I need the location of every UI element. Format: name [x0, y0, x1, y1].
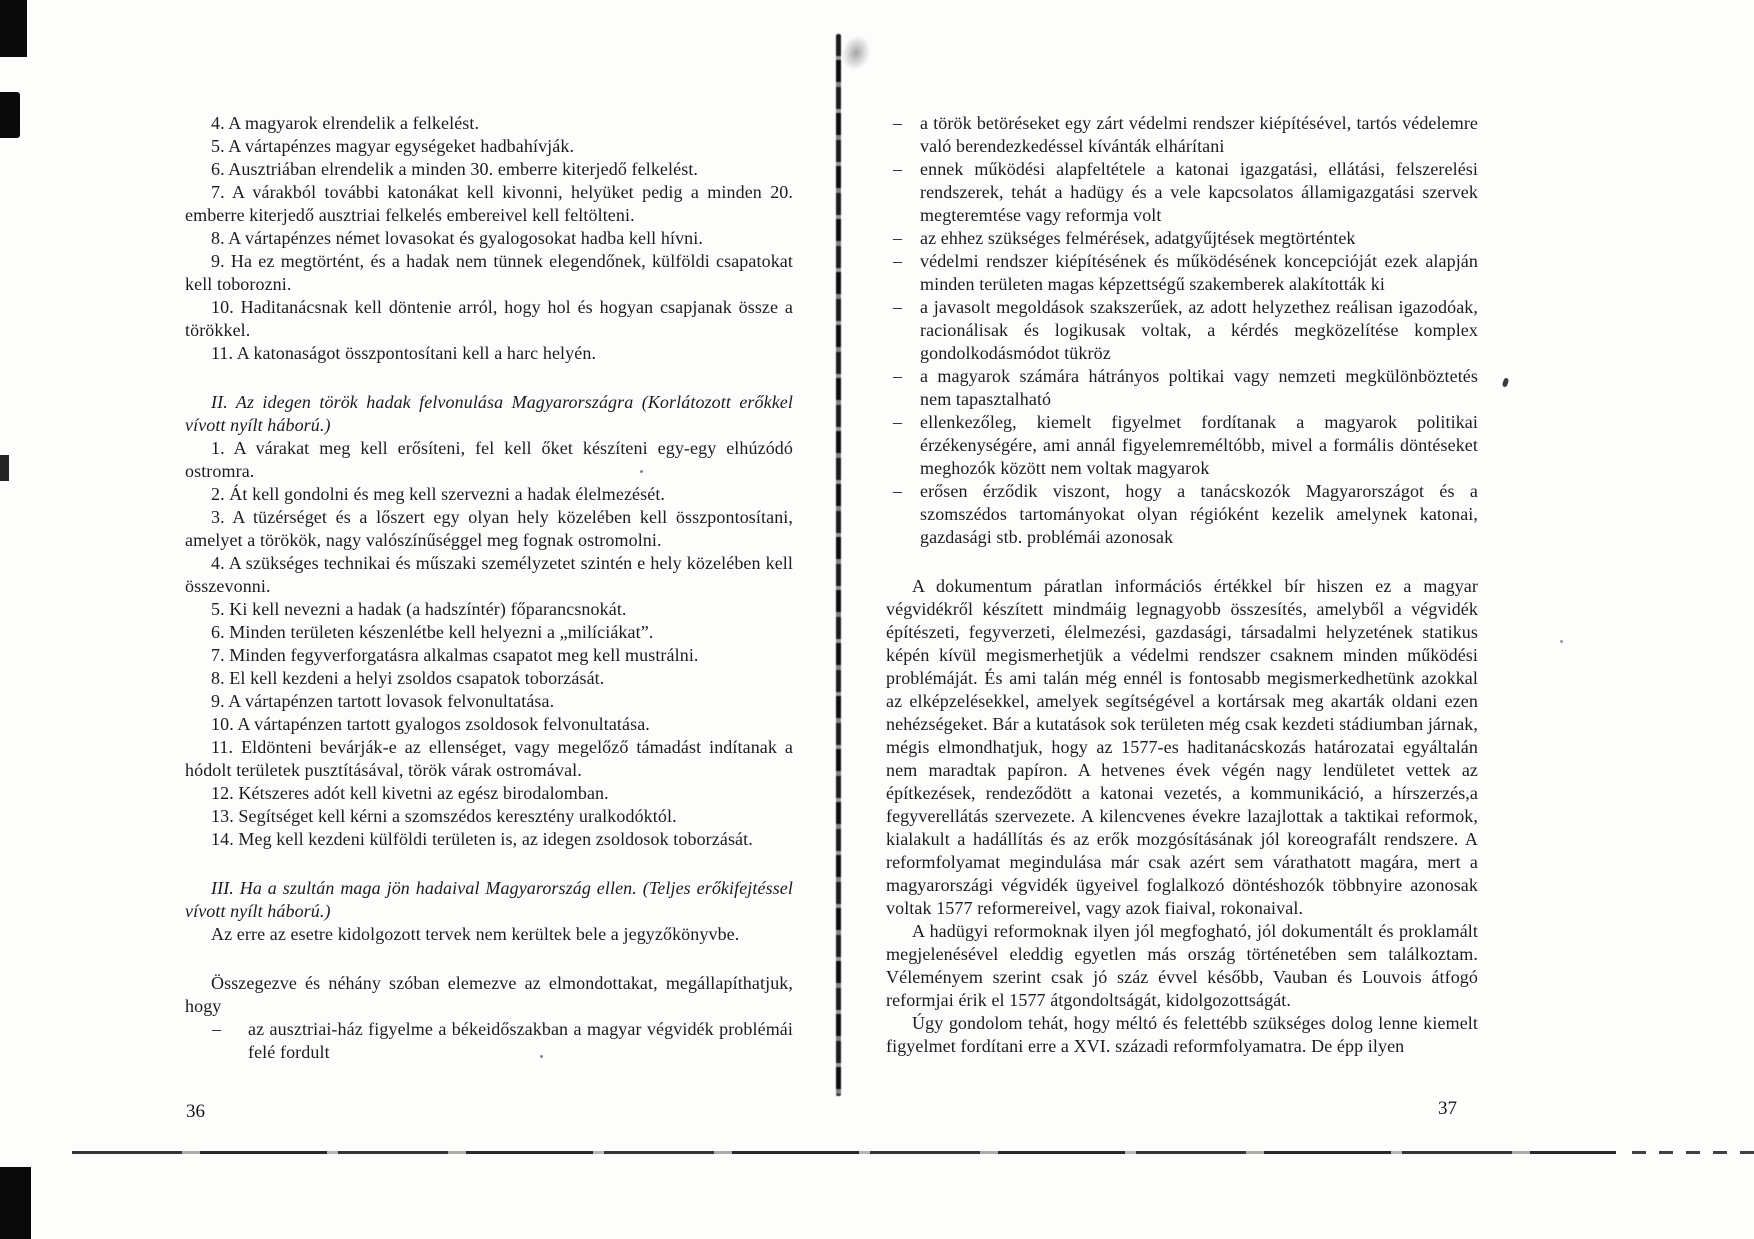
left-page: [185, 112, 793, 1064]
numbered-item: 14. Meg kell kezdeni külföldi területen is, az idegen zsoldosok toborzását.: [211, 829, 753, 849]
dash-icon: –: [893, 297, 903, 317]
dash-item-text: az ehhez szükséges felmérések, adatgyűjtések megtörténtek: [920, 228, 1356, 248]
dash-item: [886, 112, 1478, 158]
paragraph: A hadügyi reformoknak ilyen jól megfogható, jól dokumentált és proklamált megjelenésével eleddig egyetlen más ország történetében sem találkoztam. Véleményem szerint csak jó száz évvel később, Vauban és Louvois átfogó reformjai érik el 1577 átgondoltságát, kidolgozottságát.: [886, 921, 1478, 1010]
numbered-item: 5. A vártapénzes magyar egységeket hadbahívják.: [211, 136, 575, 156]
page-gutter-line: [836, 34, 841, 1096]
numbered-item: 9. A vártapénzen tartott lovasok felvonultatása.: [211, 691, 555, 711]
dash-item: [886, 480, 1478, 549]
dash-icon: –: [893, 366, 903, 386]
scan-speckle: [1560, 640, 1563, 643]
page-bottom-edge-line-dashes: [1632, 1151, 1754, 1154]
numbered-item: 8. A vártapénzes német lovasokat és gyalogosokat hadba kell hívni.: [211, 228, 703, 248]
scan-mark-top-left: [0, 0, 27, 57]
numbered-item: 11. A katonaságot összpontosítani kell a harc helyén.: [211, 343, 597, 363]
paragraph: A dokumentum páratlan információs értékkel bír hiszen ez a magyar végvidékről készített mindmáig legnagyobb összesítés, amelyből a végvidék építészeti, fegyverzeti, élelmezési, gazdasági, társadalmi helyzetének statikus képén kívül megismerhetjük a védelmi rendszer csaknem minden működési problémáját. És ami talán még ennél is fontosabb megismerkedhetünk azokkal az elképzelésekkel, amelyek segítségével a kortársak meg akarták oldani ezen nehézségeket. Bár a kutatások sok területen még csak kezdeti stádiumban járnak, mégis elmondhatjuk, hogy az 1577-es haditanácskozás határozatai egyáltalán nem maradtak papíron. A hetvenes évek végén nagy lendületet vettek az építkezések, rendeződött a katonai vezetés, a kommunikáció, a hírszerzés,a fegyverellátás szervezete. A kilencvenes évekre lazajlottak a taktikai reformok, kialakult a hadállítás és az erők mozgósításának jól koreografált rendszere. A reformfolyamat megindulása már csak azért sem várathatott magára, mert a magyarországi végvidék ügyeivel foglalkozó döntéshozók többnyire azonosak voltak 1577 reformereivel, vagy azok fiaival, rokonaival.: [886, 576, 1478, 918]
dash-item: [886, 411, 1478, 480]
gutter-smudge: [837, 32, 875, 75]
summary-intro: Összegezve és néhány szóban elemezve az elmondottakat, megállapíthatjuk, hogy: [185, 973, 793, 1016]
dash-item: [886, 250, 1478, 296]
dash-item-text: az ausztriai-ház figyelme a békeidőszakban a magyar végvidék problémái felé fordult: [248, 1019, 793, 1062]
dash-item: [886, 158, 1478, 227]
page-bottom-edge-line: [72, 1151, 1616, 1154]
numbered-item: 6. Ausztriában elrendelik a minden 30. emberre kiterjedő felkelést.: [211, 159, 699, 179]
dash-item: [886, 227, 1478, 250]
scan-speckle: [640, 470, 643, 473]
dash-item-text: védelmi rendszer kiépítésének és működésének koncepcióját ezek alapján minden területen magas képzettségű szakemberek alakították ki: [920, 251, 1478, 294]
scan-speckle: [1502, 377, 1510, 387]
dash-item-text: a magyarok számára hátrányos poltikai vagy nemzeti megkülönböztetés nem tapasztalható: [920, 366, 1478, 409]
dash-item-text: ellenkezőleg, kiemelt figyelmet fordítanak a magyarok politikai érzékenységére, ami annál figyelemreméltóbb, mivel a formális döntéseket meghozók között nem voltak magyarok: [920, 412, 1478, 478]
scan-speckle: [540, 1055, 543, 1058]
dash-item-text: ennek működési alapfeltétele a katonai igazgatási, ellátási, felszerelési rendszerek, tehát a hadügy és a vele kapcsolatos államigazgatási szervek megteremtése vagy reformja volt: [920, 159, 1478, 225]
numbered-item: 2. Át kell gondolni és meg kell szervezni a hadak élelmezését.: [211, 484, 666, 504]
numbered-item: 12. Kétszeres adót kell kivetni az egész birodalomban.: [211, 783, 609, 803]
dash-icon: –: [893, 481, 903, 501]
numbered-item: 10. Haditanácsnak kell döntenie arról, hogy hol és hogyan csapjanak össze a törökkel.: [185, 297, 793, 340]
numbered-item: 4. A magyarok elrendelik a felkelést.: [211, 113, 480, 133]
dash-icon: –: [893, 159, 903, 179]
dash-icon: –: [212, 1019, 222, 1039]
numbered-item: 11. Eldönteni bevárják-e az ellenséget, vagy megelőző támadást indítanak a hódolt területek pusztításával, török várak ostromával.: [185, 737, 793, 780]
numbered-item: 13. Segítséget kell kérni a szomszédos keresztény uralkodóktól.: [211, 806, 677, 826]
numbered-item: 8. El kell kezdeni a helyi zsoldos csapatok toborzását.: [211, 668, 605, 688]
dash-icon: –: [893, 412, 903, 432]
numbered-item: 1. A várakat meg kell erősíteni, fel kell őket készíteni egy-egy elhúzódó ostromra.: [185, 438, 793, 481]
numbered-item: 10. A vártapénzen tartott gyalogos zsoldosok felvonultatása.: [211, 714, 650, 734]
dash-item-text: a javasolt megoldások szakszerűek, az adott helyzethez reálisan igazodóak, racionálisak és logikusak voltak, a kérdés megközelítése komplex gondolkodásmódot tükröz: [920, 297, 1478, 363]
numbered-item: 4. A szükséges technikai és műszaki személyzetet szintén e hely közelében kell összevonni.: [185, 553, 793, 596]
dash-item-text: a török betöréseket egy zárt védelmi rendszer kiépítésével, tartós védelemre való berendezkedéssel kívánták elhárítani: [920, 113, 1478, 156]
dash-item: [886, 296, 1478, 365]
numbered-item: 9. Ha ez megtörtént, és a hadak nem tünnek elegendőnek, külföldi csapatokat kell toborozni.: [185, 251, 793, 294]
dash-item-text: erősen érződik viszont, hogy a tanácskozók Magyarországot és a szomszédos tartományokat olyan régióként kezelik amelynek katonai, gazdasági stb. problémái azonosak: [920, 481, 1478, 547]
dash-icon: –: [893, 228, 903, 248]
page-number-right: 37: [1438, 1098, 1457, 1119]
numbered-item: 5. Ki kell nevezni a hadak (a hadszíntér) főparancsnokát.: [211, 599, 627, 619]
scan-mark-left-edge: [0, 455, 9, 481]
dash-item: [185, 1018, 793, 1064]
section-heading-ii: II. Az idegen török hadak felvonulása Magyarországra (Korlátozott erőkkel vívott nyílt háború.): [185, 392, 793, 435]
section-heading-iii: III. Ha a szultán maga jön hadaival Magyarország ellen. (Teljes erőkifejtéssel vívott nyílt háború.): [185, 878, 793, 921]
numbered-item: 7. A várakból további katonákat kell kivonni, helyüket pedig a minden 20. emberre kiterjedő ausztriai felkelés embereivel kell feltölteni.: [185, 182, 793, 225]
scan-mark-top-left-2: [0, 92, 20, 138]
numbered-item: 6. Minden területen készenlétbe kell helyezni a „milíciákat”.: [211, 622, 654, 642]
paragraph: Úgy gondolom tehát, hogy méltó és felettébb szükséges dolog lenne kiemelt figyelmet fordítani erre a XVI. századi reformfolyamatra. De épp ilyen: [886, 1013, 1478, 1056]
dash-item: [886, 365, 1478, 411]
paragraph: Az erre az esetre kidolgozott tervek nem kerültek bele a jegyzőkönyvbe.: [211, 924, 740, 944]
numbered-item: 7. Minden fegyverforgatásra alkalmas csapatot meg kell mustrálni.: [211, 645, 699, 665]
page-number-left: 36: [186, 1101, 205, 1122]
dash-icon: –: [893, 251, 903, 271]
right-page: [886, 112, 1478, 1058]
dash-icon: –: [893, 113, 903, 133]
scan-mark-bottom-left: [0, 1167, 31, 1239]
numbered-item: 3. A tüzérséget és a lőszert egy olyan hely közelében kell összpontosítani, amelyet a törökök, nagy valószínűséggel meg fognak ostromolni.: [185, 507, 793, 550]
